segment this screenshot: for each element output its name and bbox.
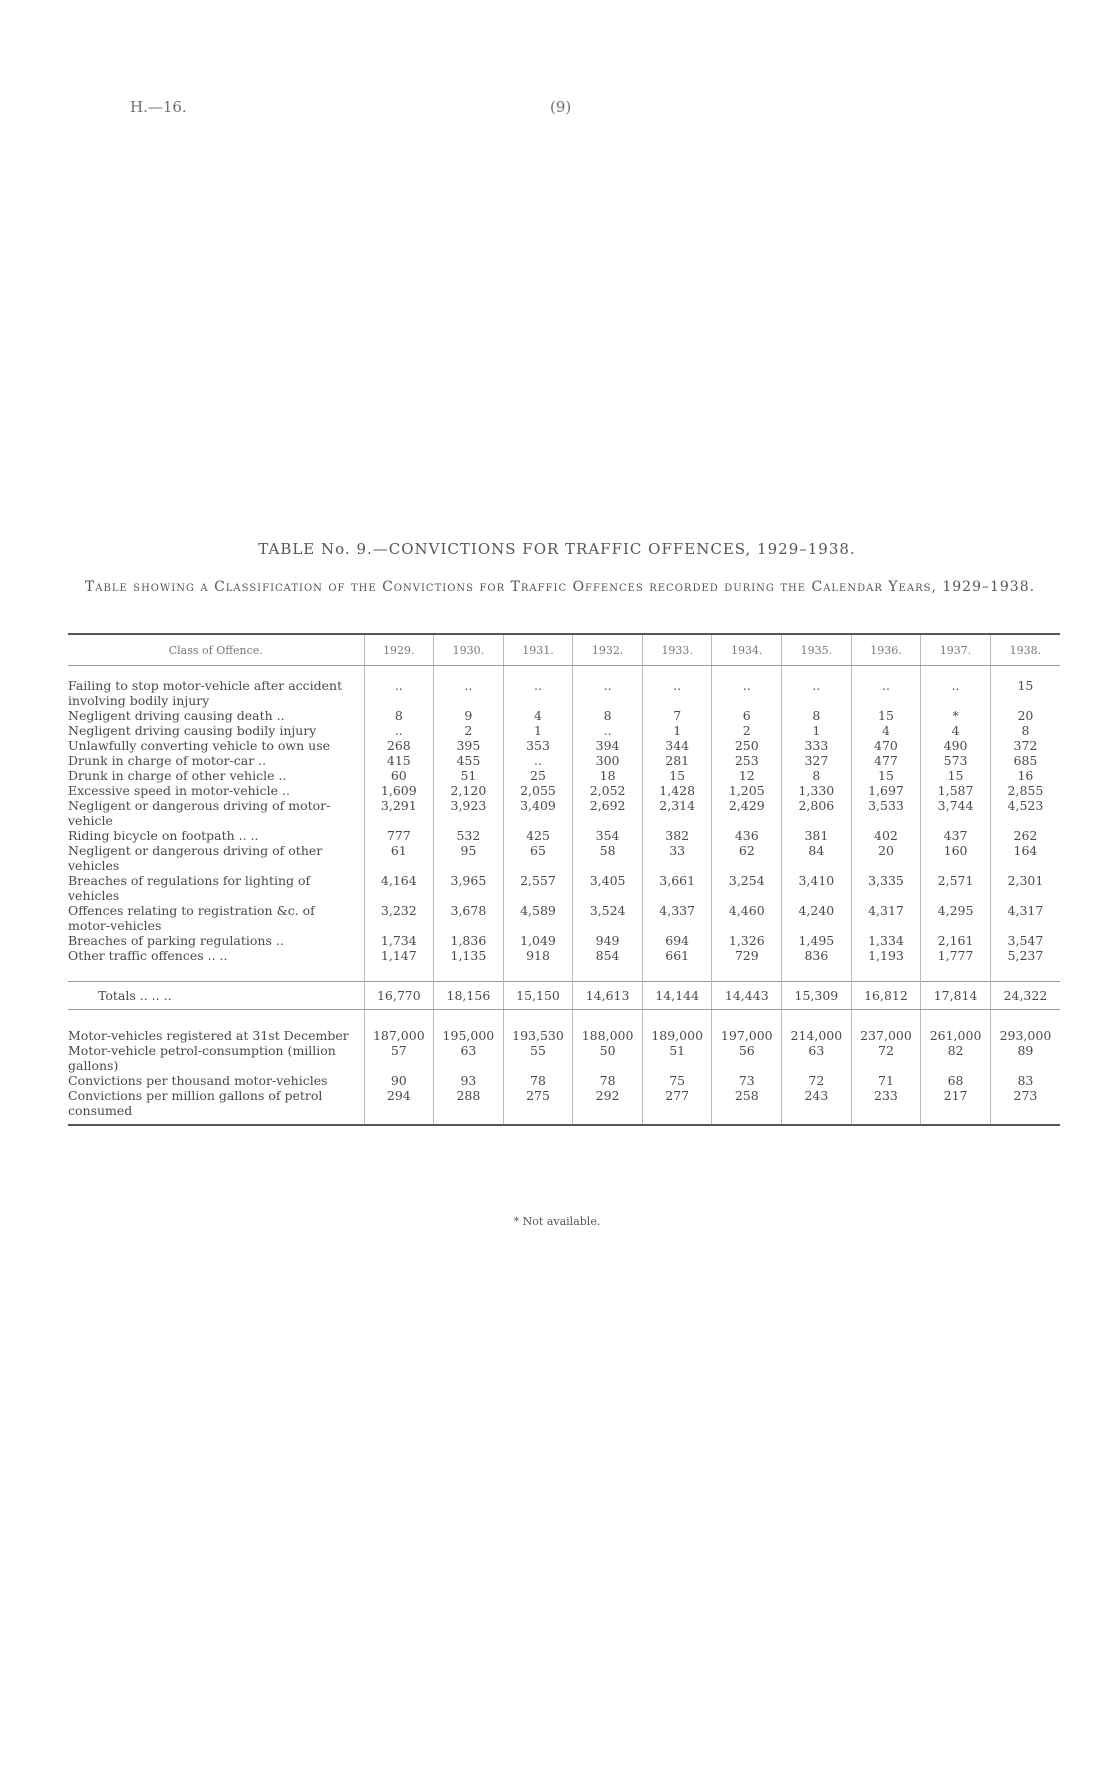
table-cell: 3,291 [364,798,434,828]
table-cell: 4,317 [990,903,1060,933]
table-cell: 56 [712,1043,782,1073]
row-label: Breaches of parking regulations .. [68,933,284,948]
column-header-year: 1938. [990,635,1060,666]
table-cell: 71 [851,1073,921,1088]
offence-row [68,948,1060,963]
table-cell: 455 [434,753,504,768]
row-label: Negligent driving causing death .. [68,708,285,723]
table-cell: 93 [434,1073,504,1088]
table-cell: 1 [642,723,712,738]
table-cell: 2,301 [990,873,1060,903]
table-cell: 2,855 [990,783,1060,798]
table-cell: 2 [712,723,782,738]
table-cell: 1,777 [921,948,991,963]
table-cell: 50 [573,1043,643,1073]
table-cell: 62 [712,843,782,873]
table-cell: 2,052 [573,783,643,798]
table-cell: 1,205 [712,783,782,798]
offence-row [68,843,1060,873]
table-cell: 63 [782,1043,852,1073]
table-cell: 3,405 [573,873,643,903]
table-cell: 1,326 [712,933,782,948]
table-cell: 72 [851,1043,921,1073]
table-cell: 685 [990,753,1060,768]
table-cell: .. [364,678,434,708]
table-cell: 233 [851,1088,921,1124]
table-cell: 8 [782,768,852,783]
table-cell: 90 [364,1073,434,1088]
table-cell: 24,322 [990,982,1060,1010]
table-cell: 33 [642,843,712,873]
table-cell: .. [712,678,782,708]
spacer-row [68,963,1060,982]
table-cell: 63 [434,1043,504,1073]
table-cell: 1,587 [921,783,991,798]
statistics-row [68,1028,1060,1043]
table-cell: 78 [573,1073,643,1088]
bottom-rule [68,1124,1060,1126]
table-cell: 15 [851,768,921,783]
row-label: Negligent driving causing bodily injury [68,723,317,738]
table-cell: 2,161 [921,933,991,948]
table-cell: 3,661 [642,873,712,903]
table-cell: 3,409 [503,798,573,828]
table-cell: 187,000 [364,1028,434,1043]
offence-row [68,798,1060,828]
table-cell: 394 [573,738,643,753]
table-cell: 16,770 [364,982,434,1010]
table-cell: 1,193 [851,948,921,963]
table-cell: 3,254 [712,873,782,903]
offence-row [68,708,1060,723]
table-cell: 8 [573,708,643,723]
table-cell: 164 [990,843,1060,873]
table-cell: 2 [434,723,504,738]
row-label: Riding bicycle on footpath .. .. [68,828,259,843]
table-cell: 84 [782,843,852,873]
table-cell: 3,965 [434,873,504,903]
table-cell: 8 [364,708,434,723]
table-cell: 3,547 [990,933,1060,948]
table-cell: 12 [712,768,782,783]
column-header-year: 1932. [573,635,643,666]
table-cell: 436 [712,828,782,843]
table-cell: 281 [642,753,712,768]
offence-row [68,783,1060,798]
table-cell: 353 [503,738,573,753]
table-cell: 1,135 [434,948,504,963]
row-label: Other traffic offences .. .. [68,948,228,963]
table-cell: 2,571 [921,873,991,903]
table-cell: 4,317 [851,903,921,933]
convictions-table-wrapper [68,633,1060,1126]
row-label: Unlawfully converting vehicle to own use [68,738,331,753]
table-header-row [68,635,1060,666]
table-cell: 275 [503,1088,573,1124]
table-cell: 83 [990,1073,1060,1088]
row-label: Motor-vehicles registered at 31st December [68,1028,349,1043]
table-cell: 5,237 [990,948,1060,963]
column-header-class: Class of Offence. [68,635,364,666]
document-reference: H.—16. [130,98,187,116]
table-cell: 949 [573,933,643,948]
table-cell: 8 [990,723,1060,738]
table-cell: 78 [503,1073,573,1088]
table-subtitle: Table showing a Classification of the Convictions for Traffic Offences recorded during the Calendar Years, 1929–1938. [84,579,1036,595]
table-cell: 72 [782,1073,852,1088]
table-cell: .. [573,678,643,708]
table-cell: 75 [642,1073,712,1088]
table-cell: 327 [782,753,852,768]
row-label: Offences relating to registration &c. of motor-vehicles [68,903,315,933]
row-label: Totals .. .. .. [68,982,364,1010]
table-cell: 3,410 [782,873,852,903]
table-cell: 4 [921,723,991,738]
table-cell: 2,557 [503,873,573,903]
table-cell: 89 [990,1043,1060,1073]
table-cell: .. [642,678,712,708]
table-cell: 214,000 [782,1028,852,1043]
table-cell: 425 [503,828,573,843]
table-cell: 3,678 [434,903,504,933]
table-cell: 189,000 [642,1028,712,1043]
table-cell: 694 [642,933,712,948]
table-cell: 14,443 [712,982,782,1010]
table-cell: 4 [503,708,573,723]
column-header-year: 1930. [434,635,504,666]
table-cell: .. [434,678,504,708]
table-cell: 918 [503,948,573,963]
offence-row [68,723,1060,738]
table-cell: 354 [573,828,643,843]
table-cell: 6 [712,708,782,723]
statistics-row [68,1088,1060,1124]
table-cell: 2,806 [782,798,852,828]
table-cell: 268 [364,738,434,753]
row-label: Drunk in charge of motor-car .. [68,753,267,768]
row-label: Convictions per thousand motor-vehicles [68,1073,328,1088]
statistics-row [68,1073,1060,1088]
row-label: Failing to stop motor-vehicle after accident involving bodily injury [68,678,343,708]
offence-row [68,768,1060,783]
table-cell: 3,335 [851,873,921,903]
table-cell: 197,000 [712,1028,782,1043]
table-body [68,666,1060,1125]
table-cell: 532 [434,828,504,843]
column-header-year: 1934. [712,635,782,666]
table-cell: * [921,708,991,723]
table-cell: 16 [990,768,1060,783]
table-cell: 372 [990,738,1060,753]
table-cell: 661 [642,948,712,963]
table-cell: 18,156 [434,982,504,1010]
table-cell: .. [921,678,991,708]
table-cell: 20 [990,708,1060,723]
table-cell: .. [364,723,434,738]
table-cell: 3,524 [573,903,643,933]
offence-row [68,873,1060,903]
table-cell: 1,697 [851,783,921,798]
table-cell: .. [851,678,921,708]
table-cell: 415 [364,753,434,768]
table-cell: 15 [642,768,712,783]
table-cell: 4,164 [364,873,434,903]
table-cell: 58 [573,843,643,873]
table-cell: 1 [782,723,852,738]
table-cell: 4 [851,723,921,738]
table-cell: 2,055 [503,783,573,798]
table-cell: 15,150 [503,982,573,1010]
table-cell: 437 [921,828,991,843]
table-cell: 382 [642,828,712,843]
table-cell: 237,000 [851,1028,921,1043]
table-cell: 836 [782,948,852,963]
spacer-row [68,666,1060,679]
table-cell: 4,523 [990,798,1060,828]
table-cell: 395 [434,738,504,753]
column-header-year: 1931. [503,635,573,666]
table-cell: 55 [503,1043,573,1073]
table-cell: 2,314 [642,798,712,828]
column-header-year: 1937. [921,635,991,666]
statistics-row [68,1043,1060,1073]
table-cell: 273 [990,1088,1060,1124]
table-cell: 9 [434,708,504,723]
offence-row [68,678,1060,708]
table-cell: .. [573,723,643,738]
table-cell: 2,429 [712,798,782,828]
convictions-table [68,635,1060,1124]
table-cell: 16,812 [851,982,921,1010]
table-cell: 73 [712,1073,782,1088]
offence-row [68,753,1060,768]
row-label: Convictions per million gallons of petrol consumed [68,1088,323,1118]
table-cell: 490 [921,738,991,753]
table-cell: 1,609 [364,783,434,798]
table-cell: 294 [364,1088,434,1124]
spacer-row [68,1010,1060,1029]
table-cell: 250 [712,738,782,753]
table-cell: 4,240 [782,903,852,933]
column-header-year: 1929. [364,635,434,666]
table-cell: 217 [921,1088,991,1124]
row-label: Breaches of regulations for lighting of vehicles [68,873,311,903]
table-cell: 3,533 [851,798,921,828]
table-cell: 193,530 [503,1028,573,1043]
table-cell: 1,495 [782,933,852,948]
table-cell: 854 [573,948,643,963]
table-cell: 470 [851,738,921,753]
page-number: (9) [550,98,572,116]
table-cell: 1,734 [364,933,434,948]
row-label: Negligent or dangerous driving of other vehicles [68,843,323,873]
row-label: Drunk in charge of other vehicle .. [68,768,287,783]
table-cell: 1,330 [782,783,852,798]
row-label: Excessive speed in motor-vehicle .. [68,783,290,798]
table-cell: 15,309 [782,982,852,1010]
table-cell: 262 [990,828,1060,843]
table-cell: 1,836 [434,933,504,948]
table-cell: 4,295 [921,903,991,933]
table-cell: 729 [712,948,782,963]
table-cell: 4,337 [642,903,712,933]
table-cell: 68 [921,1073,991,1088]
table-cell: 344 [642,738,712,753]
column-header-year: 1933. [642,635,712,666]
table-cell: .. [782,678,852,708]
table-cell: 3,744 [921,798,991,828]
table-cell: 160 [921,843,991,873]
table-cell: 333 [782,738,852,753]
table-cell: 18 [573,768,643,783]
table-cell: 243 [782,1088,852,1124]
table-cell: 61 [364,843,434,873]
table-cell: 261,000 [921,1028,991,1043]
table-cell: 1 [503,723,573,738]
table-cell: 1,049 [503,933,573,948]
table-cell: 4,589 [503,903,573,933]
table-cell: 14,144 [642,982,712,1010]
row-label: Motor-vehicle petrol-consumption (million gallons) [68,1043,336,1073]
table-cell: 293,000 [990,1028,1060,1043]
table-cell: 25 [503,768,573,783]
table-cell: .. [503,753,573,768]
column-header-year: 1935. [782,635,852,666]
table-cell: 1,428 [642,783,712,798]
offence-row [68,903,1060,933]
table-cell: 402 [851,828,921,843]
table-cell: 15 [990,678,1060,708]
table-cell: 3,232 [364,903,434,933]
table-cell: 14,613 [573,982,643,1010]
totals-row [68,982,1060,1010]
table-cell: 20 [851,843,921,873]
table-cell: 15 [851,708,921,723]
table-cell: .. [503,678,573,708]
offence-row [68,828,1060,843]
table-cell: 60 [364,768,434,783]
table-cell: 65 [503,843,573,873]
table-cell: 15 [921,768,991,783]
table-title: TABLE No. 9.—CONVICTIONS FOR TRAFFIC OFFENCES, 1929–1938. [258,540,856,558]
table-cell: 477 [851,753,921,768]
table-cell: 573 [921,753,991,768]
table-cell: 292 [573,1088,643,1124]
table-cell: 288 [434,1088,504,1124]
offence-row [68,933,1060,948]
offence-row [68,738,1060,753]
table-cell: 51 [642,1043,712,1073]
table-cell: 2,692 [573,798,643,828]
table-cell: 253 [712,753,782,768]
table-cell: 777 [364,828,434,843]
table-cell: 17,814 [921,982,991,1010]
column-header-year: 1936. [851,635,921,666]
table-cell: 195,000 [434,1028,504,1043]
table-cell: 300 [573,753,643,768]
table-cell: 8 [782,708,852,723]
table-cell: 4,460 [712,903,782,933]
table-cell: 7 [642,708,712,723]
table-cell: 57 [364,1043,434,1073]
table-cell: 258 [712,1088,782,1124]
table-cell: 1,334 [851,933,921,948]
table-cell: 1,147 [364,948,434,963]
footnote: * Not available. [513,1215,601,1228]
table-cell: 82 [921,1043,991,1073]
table-cell: 51 [434,768,504,783]
table-cell: 95 [434,843,504,873]
table-cell: 188,000 [573,1028,643,1043]
table-cell: 2,120 [434,783,504,798]
table-cell: 3,923 [434,798,504,828]
table-cell: 381 [782,828,852,843]
table-cell: 277 [642,1088,712,1124]
row-label: Negligent or dangerous driving of motor-vehicle [68,798,331,828]
